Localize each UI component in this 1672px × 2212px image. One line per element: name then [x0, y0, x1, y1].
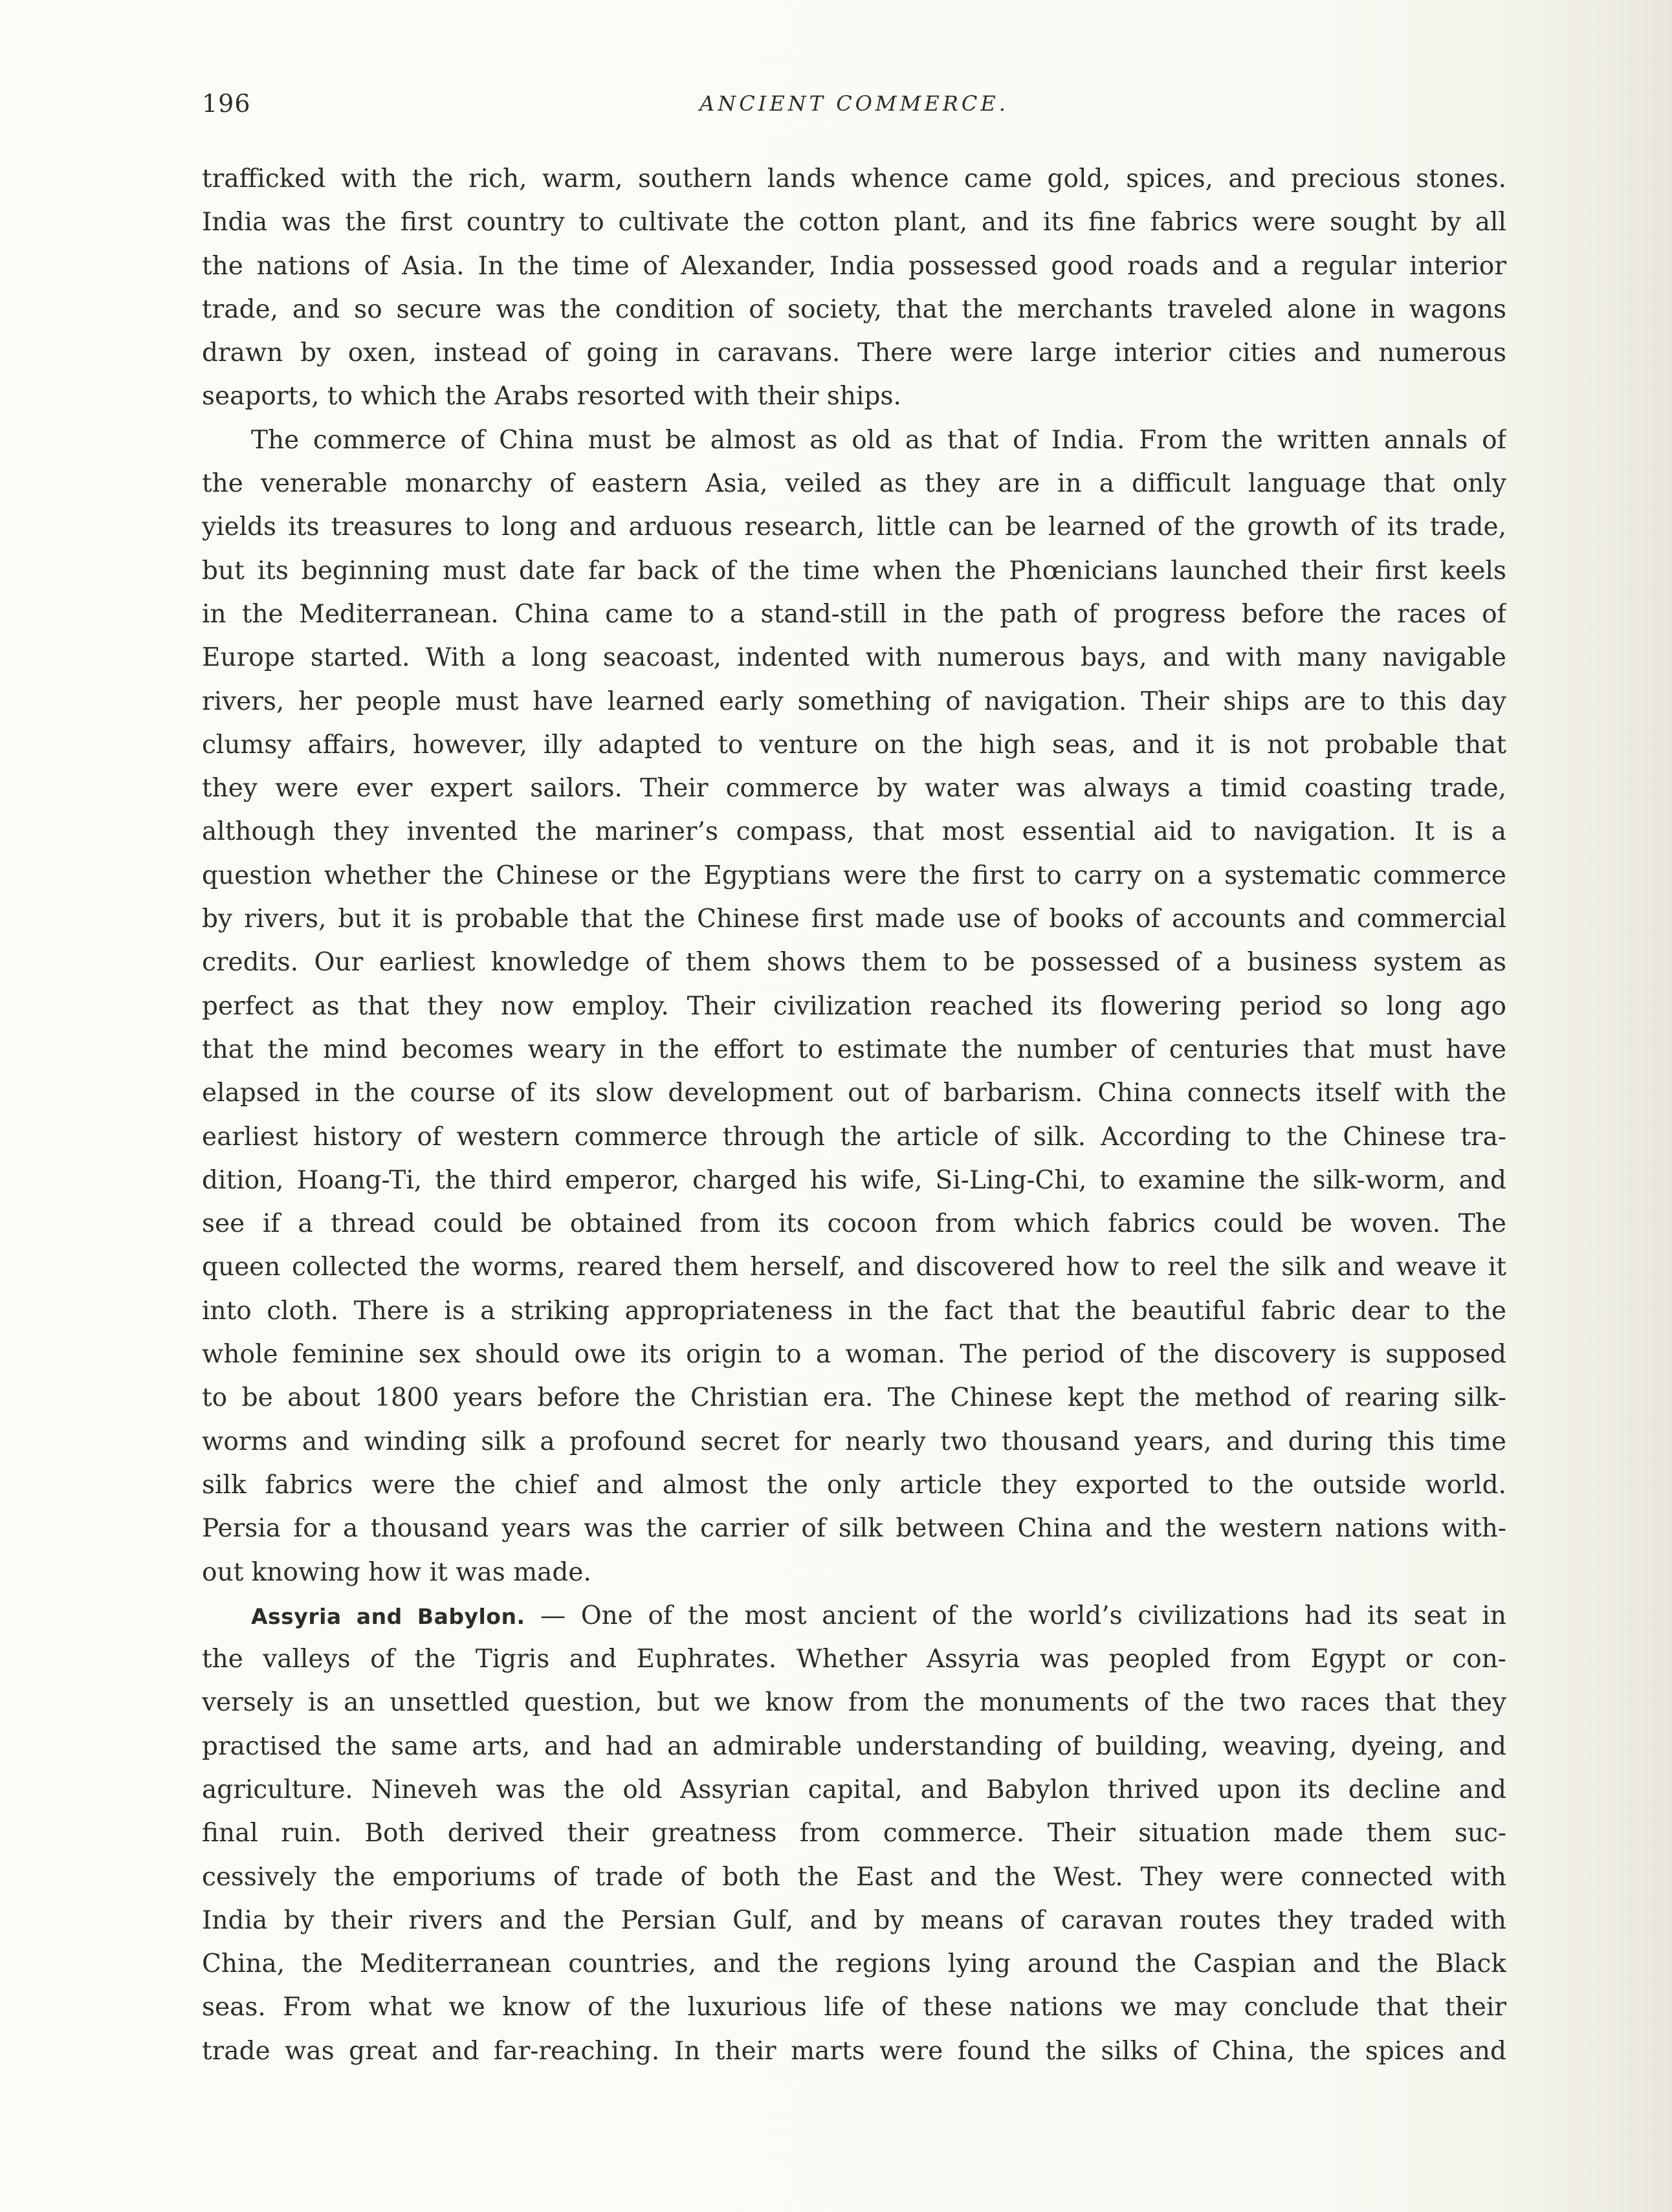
- text-line: yields its treasures to long and arduous research, little can be learned of the growth of its trade,: [202, 512, 1506, 542]
- body-text: [202, 157, 1506, 2073]
- text-line: agriculture. Nineveh was the old Assyrian capital, and Babylon thrived upon its decline and: [202, 1775, 1506, 1804]
- text-line: final ruin. Both derived their greatness from commerce. Their situation made them suc-: [202, 1819, 1506, 1848]
- text-line: India was the first country to cultivate the cotton plant, and its fine fabrics were sought by all: [202, 208, 1506, 237]
- text-line: perfect as that they now employ. Their civilization reached its flowering period so long ago: [202, 991, 1506, 1021]
- text-line: India by their rivers and the Persian Gulf, and by means of caravan routes they traded with: [202, 1905, 1506, 1935]
- text-line: in the Mediterranean. China came to a stand-still in the path of progress before the races of: [202, 599, 1506, 629]
- text-line: although they invented the mariner’s compass, that most essential aid to navigation. It is a: [202, 817, 1506, 847]
- text-line: but its beginning must date far back of the time when the Phœnicians launched their first keels: [202, 556, 1506, 586]
- text-line: queen collected the worms, reared them herself, and discovered how to reel the silk and weave it: [202, 1253, 1506, 1282]
- text-line: Persia for a thousand years was the carrier of silk between China and the western nations with-: [202, 1514, 1506, 1544]
- text-line: the venerable monarchy of eastern Asia, veiled as they are in a difficult language that only: [202, 469, 1506, 499]
- text-line: earliest history of western commerce through the article of silk. According to the Chinese tra-: [202, 1122, 1506, 1152]
- text-line: China, the Mediterranean countries, and the regions lying around the Caspian and the Black: [202, 1949, 1506, 1979]
- text-line: credits. Our earliest knowledge of them shows them to be possessed of a business system as: [202, 948, 1506, 978]
- running-head: [202, 84, 1506, 123]
- text-line: dition, Hoang-Ti, the third emperor, charged his wife, Si-Ling-Chi, to examine the silk-worm, and: [202, 1165, 1506, 1195]
- text-line: cessively the emporiums of trade of both the East and the West. They were connected with: [202, 1862, 1506, 1892]
- text-line: by rivers, but it is probable that the Chinese first made use of books of accounts and commercial: [202, 904, 1506, 934]
- text-line: worms and winding silk a profound secret for nearly two thousand years, and during this time: [202, 1427, 1506, 1456]
- section-text: — One of the most ancient of the world’s civilizations had its seat in: [525, 1601, 1506, 1630]
- text-line: see if a thread could be obtained from its cocoon from which fabrics could be woven. The: [202, 1209, 1506, 1239]
- text-line: Europe started. With a long seacoast, indented with numerous bays, and with many navigable: [202, 643, 1506, 673]
- text-line: rivers, her people must have learned early something of navigation. Their ships are to this day: [202, 686, 1506, 716]
- text-line: question whether the Chinese or the Egyptians were the first to carry on a systematic commerce: [202, 860, 1506, 890]
- text-line: out knowing how it was made.: [202, 1557, 591, 1587]
- text-line: seaports, to which the Arabs resorted with their ships.: [202, 382, 901, 411]
- text-line: they were ever expert sailors. Their commerce by water was always a timid coasting trade,: [202, 774, 1506, 804]
- text-line: the valleys of the Tigris and Euphrates. Whether Assyria was peopled from Egypt or con-: [202, 1645, 1506, 1674]
- section-heading: Assyria and Babylon.: [251, 1603, 525, 1629]
- text-line: silk fabrics were the chief and almost the only article they exported to the outside world.: [202, 1470, 1506, 1500]
- text-line: trade, and so secure was the condition of society, that the merchants traveled alone in wagons: [202, 294, 1506, 324]
- text-line: drawn by oxen, instead of going in caravans. There were large interior cities and numerous: [202, 338, 1506, 368]
- text-line: that the mind becomes weary in the effort to estimate the number of centuries that must have: [202, 1035, 1506, 1064]
- text-line: seas. From what we know of the luxurious life of these nations we may conclude that their: [202, 1993, 1506, 2022]
- page-number: 196: [202, 89, 251, 118]
- text-line: The commerce of China must be almost as old as that of India. From the written annals of: [251, 425, 1506, 455]
- text-line: the nations of Asia. In the time of Alexander, India possessed good roads and a regular interior: [202, 251, 1506, 281]
- text-line: versely is an unsettled question, but we know from the monuments of the two races that they: [202, 1688, 1506, 1718]
- text-line: clumsy affairs, however, illy adapted to venture on the high seas, and it is not probable that: [202, 730, 1506, 760]
- text-line: to be about 1800 years before the Christian era. The Chinese kept the method of rearing silk-: [202, 1383, 1506, 1413]
- text-line: [202, 1594, 1506, 1637]
- text-line: practised the same arts, and had an admirable understanding of building, weaving, dyeing, and: [202, 1731, 1506, 1761]
- text-line: trade was great and far-reaching. In their marts were found the silks of China, the spices and: [202, 2036, 1506, 2066]
- text-line: into cloth. There is a striking appropriateness in the fact that the beautiful fabric dear to the: [202, 1296, 1506, 1326]
- running-title: ANCIENT COMMERCE.: [699, 91, 1009, 116]
- text-line: whole feminine sex should owe its origin to a woman. The period of the discovery is supposed: [202, 1340, 1506, 1370]
- text-line: trafficked with the rich, warm, southern lands whence came gold, spices, and precious stones.: [202, 164, 1506, 193]
- text-line: elapsed in the course of its slow development out of barbarism. China connects itself with the: [202, 1079, 1506, 1108]
